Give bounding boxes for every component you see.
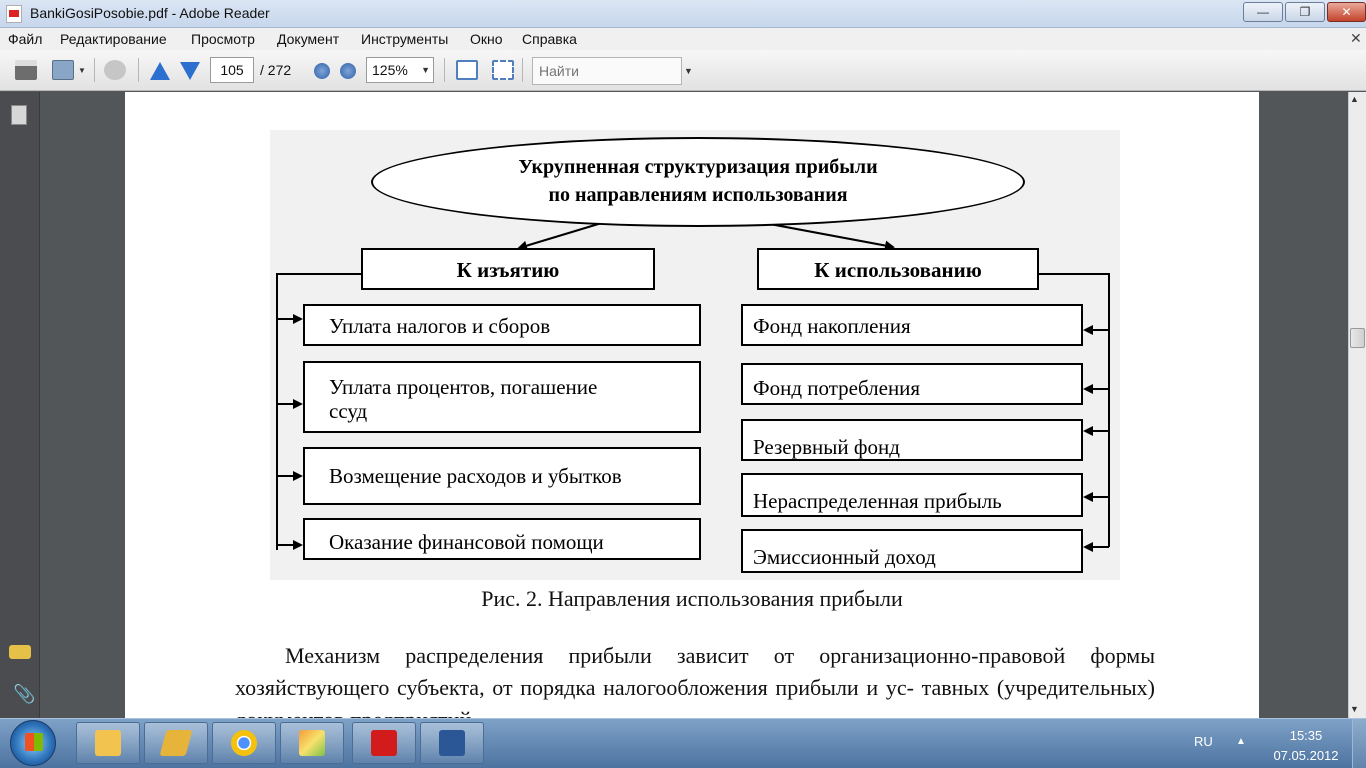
share-dropdown-icon[interactable]: ▼ xyxy=(78,66,86,75)
page-number-input[interactable] xyxy=(210,57,254,83)
zoom-in-icon[interactable] xyxy=(340,63,356,79)
scrollbar-thumb[interactable] xyxy=(1350,328,1365,348)
scroll-up-icon[interactable]: ▲ xyxy=(1350,94,1359,104)
left-item-interest: Уплата процентов, погашение ссуд xyxy=(303,361,701,433)
word-icon xyxy=(439,730,465,756)
left-item-expenses: Возмещение расходов и убытков xyxy=(303,447,701,505)
clock[interactable] xyxy=(1270,726,1342,766)
maximize-button[interactable]: ❐ xyxy=(1285,2,1325,22)
toolbar-separator xyxy=(138,58,139,82)
zoom-select[interactable] xyxy=(366,57,434,83)
zoom-value: 125% xyxy=(372,62,408,78)
body-paragraph: Механизм распределения прибыли зависит от организационно-правовой формы хозяйствующего субъекта, от порядка налогообложения прибыли и ус- тавных (учредительных) xyxy=(235,643,1155,700)
page-total: / 272 xyxy=(260,62,292,78)
menu-document[interactable]: Документ xyxy=(277,31,340,47)
right-item-reserve-fund: Резервный фонд xyxy=(741,419,1083,461)
paint-icon xyxy=(299,730,325,756)
toolbar-separator xyxy=(94,58,95,82)
attachments-icon[interactable]: 📎 xyxy=(13,684,36,704)
right-item-accumulation-fund: Фонд накопления xyxy=(741,304,1083,346)
zoom-out-icon[interactable] xyxy=(314,63,330,79)
right-header-box: К использованию xyxy=(757,248,1039,290)
menu-edit[interactable]: Редактирование xyxy=(60,31,167,47)
left-header-box: К изъятию xyxy=(361,248,655,290)
comments-icon[interactable] xyxy=(9,645,31,659)
print-icon[interactable] xyxy=(15,60,37,80)
right-item-retained-earnings: Нераспределенная прибыль xyxy=(741,473,1083,517)
menu-view[interactable]: Просмотр xyxy=(191,31,255,47)
folder-icon xyxy=(95,730,121,756)
tray-expand-icon[interactable]: ▲ xyxy=(1236,736,1246,747)
left-item-financial-aid: Оказание финансовой помощи xyxy=(303,518,701,560)
menu-tools[interactable]: Инструменты xyxy=(361,31,449,47)
diagram-title-line1: Укрупненная структуризация прибыли xyxy=(518,156,878,178)
windows-logo-icon xyxy=(25,733,43,751)
pdf-page xyxy=(125,92,1259,732)
toolbar-separator xyxy=(522,58,523,82)
adobe-reader-icon xyxy=(6,5,22,23)
clock-date: 07.05.2012 xyxy=(1273,748,1339,763)
close-button[interactable]: ✕ xyxy=(1327,2,1366,22)
taskbar-adobe-reader[interactable] xyxy=(352,722,416,764)
window-title: BankiGosiPosobie.pdf - Adobe Reader xyxy=(30,5,270,21)
menu-window[interactable]: Окно xyxy=(470,31,503,47)
toolbar-separator xyxy=(444,58,445,82)
winamp-icon xyxy=(160,730,193,756)
find-dropdown-icon[interactable]: ▼ xyxy=(684,66,693,76)
left-item-taxes: Уплата налогов и сборов xyxy=(303,304,701,346)
menu-help[interactable]: Справка xyxy=(522,31,577,47)
taskbar-word[interactable] xyxy=(420,722,484,764)
find-input[interactable] xyxy=(532,57,682,85)
share-icon[interactable] xyxy=(52,60,74,80)
menu-file[interactable]: Файл xyxy=(8,31,43,47)
adobe-reader-icon xyxy=(371,730,397,756)
right-item-emission-income: Эмиссионный доход xyxy=(741,529,1083,573)
vertical-scrollbar[interactable] xyxy=(1348,92,1366,718)
diagram-title-ellipse xyxy=(371,137,1025,227)
taskbar-paint[interactable] xyxy=(280,722,344,764)
diagram-title-line2: по направлениям использования xyxy=(548,184,848,206)
scroll-down-icon[interactable]: ▼ xyxy=(1350,704,1359,714)
toolbar xyxy=(0,50,1366,91)
pages-panel-icon[interactable] xyxy=(11,105,27,125)
chrome-icon xyxy=(231,730,257,756)
navigation-pane xyxy=(0,92,40,718)
document-close-icon[interactable]: ✕ xyxy=(1350,30,1362,46)
menu-bar xyxy=(0,28,1366,50)
show-desktop-button[interactable] xyxy=(1352,719,1366,768)
next-page-icon[interactable] xyxy=(180,62,200,80)
start-button[interactable] xyxy=(10,720,56,766)
taskbar-winamp[interactable] xyxy=(144,722,208,764)
collaborate-icon[interactable] xyxy=(104,60,126,80)
taskbar-chrome[interactable] xyxy=(212,722,276,764)
figure-caption: Рис. 2. Направления использования прибыли xyxy=(481,586,903,611)
language-indicator[interactable]: RU xyxy=(1194,734,1213,749)
minimize-button[interactable]: — xyxy=(1243,2,1283,22)
chevron-down-icon: ▼ xyxy=(421,65,430,75)
previous-page-icon[interactable] xyxy=(150,62,170,80)
document-viewport[interactable] xyxy=(41,92,1348,718)
fit-page-icon[interactable] xyxy=(456,60,478,80)
taskbar-explorer[interactable] xyxy=(76,722,140,764)
fullscreen-icon[interactable] xyxy=(492,60,514,80)
right-item-consumption-fund: Фонд потребления xyxy=(741,363,1083,405)
clock-time: 15:35 xyxy=(1289,728,1323,743)
title-bar xyxy=(0,0,1366,28)
